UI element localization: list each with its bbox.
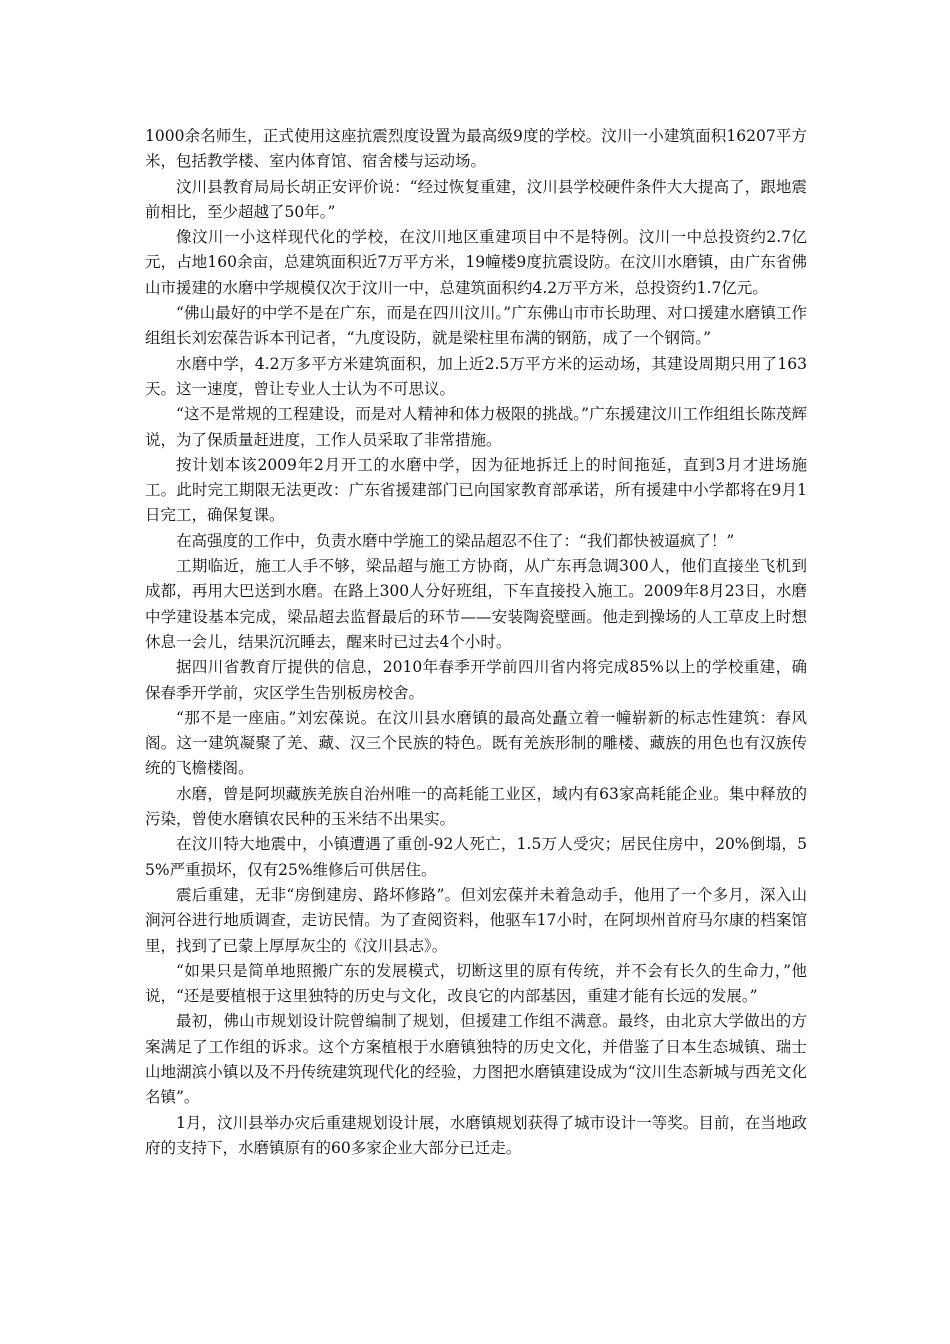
paragraph-9: 工期临近，施工人手不够，梁品超与施工方协商，从广东再急调300人，他们直接坐飞机到成都，再用大巴送到水磨。在路上300人分好班组，下车直接投入施工。2009年8月23日，水磨中学建设基本完成，梁品超去监督最后的环节——安装陶瓷壁画。他走到操场的人工草皮上时想休息一会儿，结果沉沉睡去，醒来时已过去4个小时。 bbox=[145, 557, 807, 651]
paragraph-10: 据四川省教育厅提供的信息，2010年春季开学前四川省内将完成85%以上的学校重建，确保春季开学前，灾区学生告别板房校舍。 bbox=[145, 658, 807, 702]
paragraph-12: 水磨，曾是阿坝藏族羌族自治州唯一的高耗能工业区，域内有63家高耗能企业。集中释放的污染，曾使水磨镇农民种的玉米结不出果实。 bbox=[145, 784, 807, 829]
paragraph-16: 最初，佛山市规划设计院曾编制了规划，但援建工作组不满意。最终，由北京大学做出的方案满足了工作组的诉求。这个方案植根于水磨镇独特的历史文化，并借鉴了日本生态城镇、瑞士山地湖滨小镇以及不丹传统建筑现代化的经验，力图把水磨镇建设成为“汶川生态新城与西羌文化名镇”。 bbox=[145, 1012, 807, 1107]
paragraph-15: “如果只是简单地照搬广东的发展模式，切断这里的原有传统，并不会有长久的生命力，”他说，“还是要植根于这里独特的历史与文化，改良它的内部基因，重建才能有长远的发展。” bbox=[145, 961, 807, 1006]
paragraph-6: “这不是常规的工程建设，而是对人精神和体力极限的挑战。”广东援建汶川工作组组长陈茂辉说，为了保质量赶进度，工作人员采取了非常措施。 bbox=[145, 405, 807, 449]
paragraph-13: 在汶川特大地震中，小镇遭遇了重创-92人死亡，1.5万人受灾；居民住房中，20%倒塌，55%严重损坏，仅有25%维修后可供居住。 bbox=[145, 835, 807, 879]
paragraph-11: “那不是一座庙。”刘宏葆说。在汶川县水磨镇的最高处矗立着一幢崭新的标志性建筑：春风阁。这一建筑凝聚了羌、藏、汉三个民族的特色。既有羌族形制的雕楼、藏族的用色也有汉族传统的飞檐楼阁。 bbox=[145, 708, 807, 778]
paragraph-3: 像汶川一小这样现代化的学校，在汶川地区重建项目中不是特例。汶川一中总投资约2.7亿元，占地160余亩，总建筑面积近7万平方米，19幢楼9度抗震设防。在汶川水磨镇，由广东省佛山市援建的水磨中学规模仅次于汶川一中，总建筑面积约4.2万平方米，总投资约1.7亿元。 bbox=[145, 228, 807, 297]
paragraph-17: 1月，汶川县举办灾后重建规划设计展，水磨镇规划获得了城市设计一等奖。目前，在当地政府的支持下，水磨镇原有的60多家企业大部分已迁走。 bbox=[145, 1113, 807, 1157]
document-body bbox=[145, 124, 807, 1161]
paragraph-7: 按计划本该2009年2月开工的水磨中学，因为征地拆迁上的时间拖延，直到3月才进场施工。此时完工期限无法更改：广东省援建部门已向国家教育部承诺，所有援建中小学都将在9月1日完工，确保复课。 bbox=[145, 455, 807, 525]
paragraph-8: 在高强度的工作中，负责水磨中学施工的梁品超忍不住了：“我们都快被逼疯了！” bbox=[176, 531, 735, 550]
paragraph-2: 汶川县教育局局长胡正安评价说：“经过恢复重建，汶川县学校硬件条件大大提高了，跟地震前相比，至少超越了50年。” bbox=[145, 177, 807, 221]
paragraph-14: 震后重建，无非“房倒建房、路坏修路”。但刘宏葆并未着急动手，他用了一个多月，深入山涧河谷进行地质调查，走访民情。为了查阅资料，他驱车17小时，在阿坝州首府马尔康的档案馆里，找到了已蒙上厚厚灰尘的《汶川县志》。 bbox=[145, 885, 807, 955]
paragraph-4: “佛山最好的中学不是在广东，而是在四川汶川。”广东佛山市市长助理、对口援建水磨镇工作组组长刘宏葆告诉本刊记者，“九度设防，就是梁柱里布满的钢筋，成了一个钢筒。” bbox=[145, 304, 807, 348]
paragraph-5: 水磨中学，4.2万多平方米建筑面积，加上近2.5万平方米的运动场，其建设周期只用了163天。这一速度，曾让专业人士认为不可思议。 bbox=[145, 354, 807, 398]
paragraph-1: 1000余名师生，正式使用这座抗震烈度设置为最高级9度的学校。汶川一小建筑面积16207平方米，包括教学楼、室内体育馆、宿舍楼与运动场。 bbox=[145, 127, 807, 171]
